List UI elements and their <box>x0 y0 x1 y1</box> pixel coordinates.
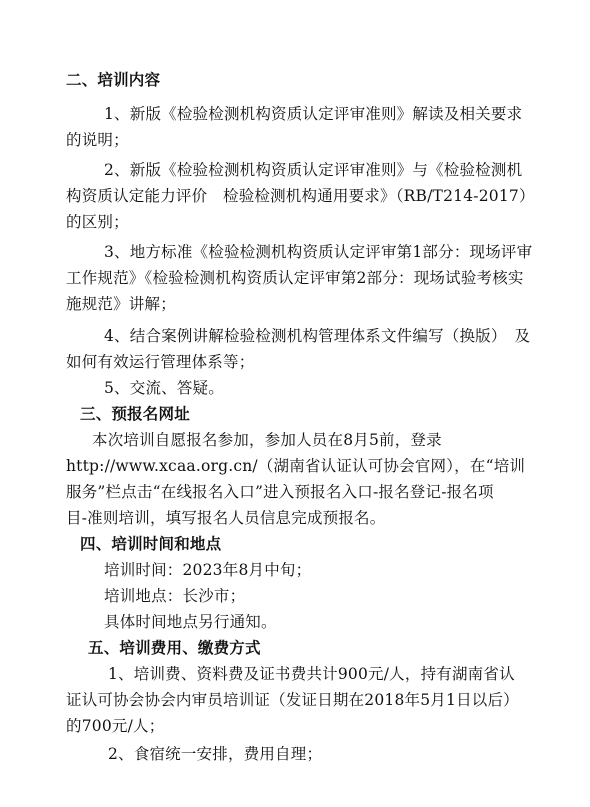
registration-paragraph-line-2: http://www.xcaa.org.cn/（湖南省认证认可协会官网），在“培训 <box>66 457 526 475</box>
registration-paragraph-line-4: 目-准则培训，填写报名人员信息完成预报名。 <box>66 509 386 527</box>
fee-item-1-line-2: 证认可协会协会内审员培训证（发证日期在2018年5月1日以后） <box>66 691 519 709</box>
content-item-2-line-3: 的区别； <box>66 213 129 231</box>
content-item-1-line-2: 的说明； <box>66 131 129 149</box>
content-item-2-line-2: 构资质认定能力评价 检验检测机构通用要求》（RB/T214-2017） <box>66 187 535 205</box>
fee-item-2-line-1: 2、食宿统一安排，费用自理； <box>108 745 323 763</box>
section-heading-fees-and-payment: 五、培训费用、缴费方式 <box>88 639 261 657</box>
training-time-line: 培训时间：2023年8月中旬； <box>104 561 312 579</box>
section-heading-preregistration-url: 三、预报名网址 <box>80 405 190 423</box>
registration-paragraph-line-3: 服务”栏点击“在线报名入口”进入预报名入口-报名登记-报名项 <box>66 483 494 501</box>
registration-paragraph-line-1: 本次培训自愿报名参加，参加人员在8月5前，登录 <box>92 431 442 449</box>
training-location-line: 培训地点：长沙市； <box>104 587 246 605</box>
content-item-3-line-2: 工作规范》《检验检测机构资质认定评审第2部分：现场试验考核实 <box>66 269 524 287</box>
fee-item-1-line-3: 的700元/人； <box>66 717 165 735</box>
content-item-3-line-1: 3、地方标准《检验检测机构资质认定评审第1部分：现场评审 <box>104 243 533 261</box>
content-item-4-line-1: 4、结合案例讲解检验检测机构管理体系文件编写（换版） 及 <box>104 327 531 345</box>
section-heading-training-content: 二、培训内容 <box>66 71 161 89</box>
content-item-5-line-1: 5、交流、答疑。 <box>104 379 224 397</box>
content-item-2-line-1: 2、新版《检验检测机构资质认定评审准则》与《检验检测机 <box>104 161 523 179</box>
section-heading-time-and-place: 四、培训时间和地点 <box>80 535 222 553</box>
content-item-1-line-1: 1、新版《检验检测机构资质认定评审准则》解读及相关要求 <box>104 105 523 123</box>
content-item-3-line-3: 施规范》讲解； <box>66 295 176 313</box>
fee-item-1-line-1: 1、培训费、资料费及证书费共计900元/人，持有湖南省认 <box>108 665 515 683</box>
content-item-4-line-2: 如何有效运行管理体系等； <box>66 353 255 371</box>
time-location-notice-line: 具体时间地点另行通知。 <box>104 613 277 631</box>
